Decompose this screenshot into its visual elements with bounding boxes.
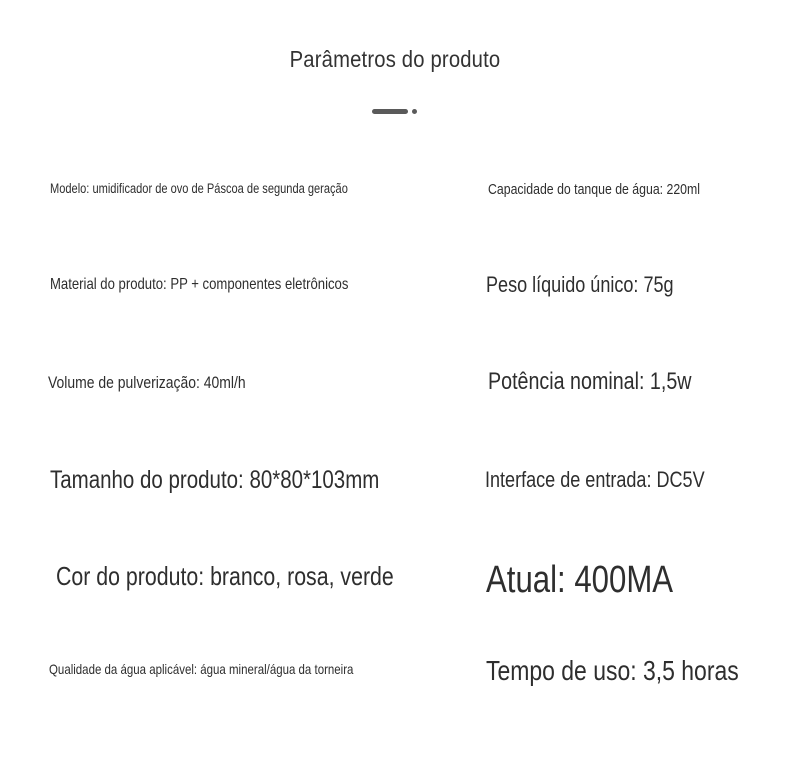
param-water-quality: Qualidade da água aplicável: água mineral/água da torneira [49,661,354,677]
param-material: Material do produto: PP + componentes eletrônicos [50,276,349,293]
title-divider [372,109,420,115]
param-spray-volume: Volume de pulverização: 40ml/h [48,373,246,392]
param-input-interface: Interface de entrada: DC5V [485,467,705,492]
param-product-color: Cor do produto: branco, rosa, verde [56,561,394,591]
divider-dot [412,109,417,114]
param-current: Atual: 400MA [486,559,674,601]
param-product-size: Tamanho do produto: 80*80*103mm [50,466,380,494]
param-model: Modelo: umidificador de ovo de Páscoa de segunda geração [50,181,348,196]
page-title: Parâmetros do produto [289,46,501,72]
param-usage-time: Tempo de uso: 3,5 horas [486,655,739,686]
param-tank-capacity: Capacidade do tanque de água: 220ml [488,181,701,198]
param-net-weight: Peso líquido único: 75g [486,272,674,297]
param-rated-power: Potência nominal: 1,5w [488,368,692,395]
divider-bar [372,109,408,114]
